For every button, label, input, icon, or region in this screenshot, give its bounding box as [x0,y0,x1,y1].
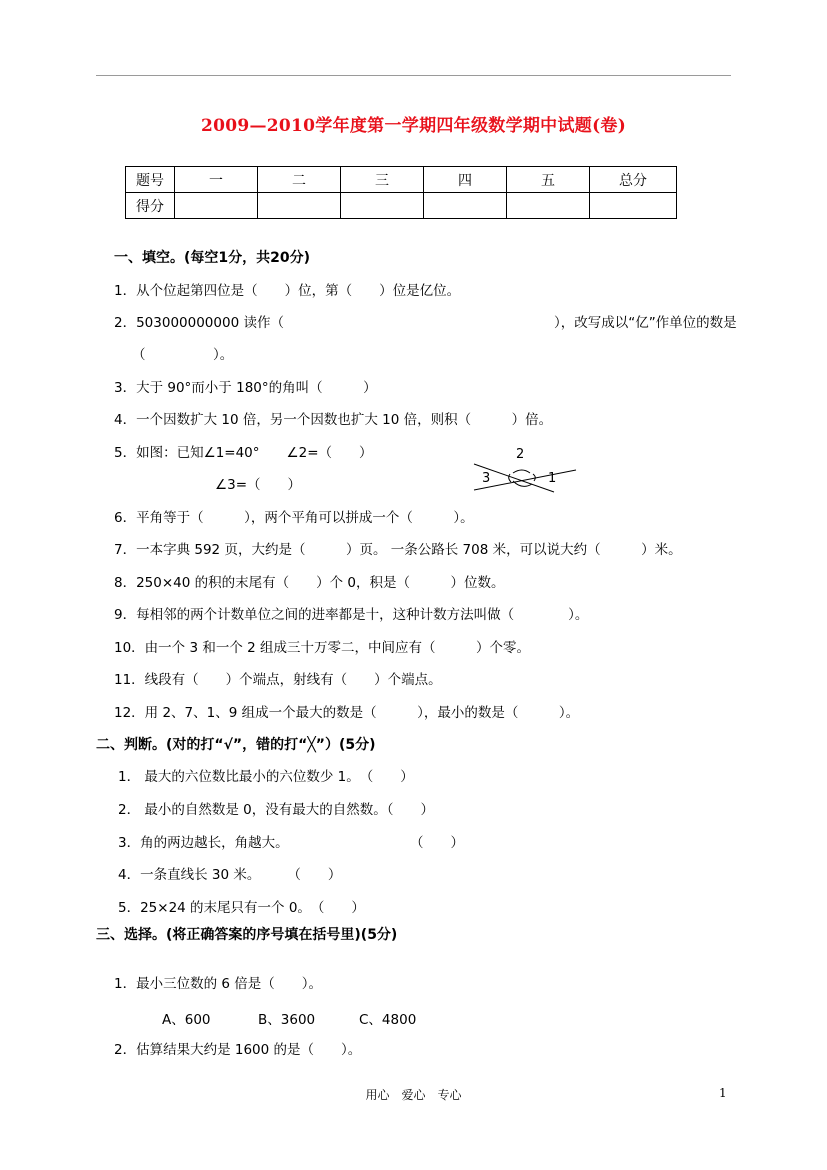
question-line: （ ） [410,835,464,851]
question-line: 9．每相邻的两个计数单位之间的进率都是十，这种计数方法叫做（ ）。 [114,607,589,623]
table-cell: 三 [341,167,424,193]
page-number: 1 [719,1086,727,1100]
score-cell [341,193,424,219]
question-line: 7．一本字典 592 页，大约是（ ）页。 一条公路长 708 米，可以说大约（ ）米。 [114,542,682,558]
score-cell [424,193,507,219]
question-line: 3．大于 90°而小于 180°的角叫（ ） [114,380,377,396]
table-cell: 得分 [126,193,175,219]
score-cell [175,193,258,219]
question-line: 2．估算结果大约是 1600 的是（ ）。 [114,1042,362,1058]
angle-arc-2 [513,470,530,473]
question-line: 6．平角等于（ ），两个平角可以拼成一个（ ）。 [114,510,474,526]
table-cell: 五 [507,167,590,193]
header-rule [96,75,731,76]
score-table-header-row [126,167,677,193]
table-cell: 二 [258,167,341,193]
question-line: 1．从个位起第四位是（ ）位，第（ ）位是亿位。 [114,283,461,299]
choice-option: C、4800 [359,1012,417,1028]
angle-figure [470,440,582,495]
angle-arc-3 [509,474,511,482]
question-line: （ ）。 [132,347,234,363]
table-cell: 总分 [590,167,677,193]
section-heading-judge: 二、判断。(对的打“√”，错的打“╳”）(5分) [96,737,376,753]
page-footer: 用心 爱心 专心 [365,1088,462,1102]
score-table-score-row [126,193,677,219]
question-line: 1． 最大的六位数比最小的六位数少 1。 （ ） [118,769,414,785]
choice-option: A、600 [162,1012,211,1028]
question-line: 10．由一个 3 和一个 2 组成三十万零二，中间应有（ ）个零。 [114,640,531,656]
score-cell [507,193,590,219]
score-cell [590,193,677,219]
question-line: 1．最小三位数的 6 倍是（ ）。 [114,976,323,992]
section-heading-choice: 三、选择。(将正确答案的序号填在括号里)(5分) [96,927,398,943]
document-title: 2009—2010学年度第一学期四年级数学期中试题(卷) [200,116,627,136]
choice-option: B、3600 [258,1012,316,1028]
angle-label-2: 2 [516,447,525,462]
question-line: 11．线段有（ ）个端点，射线有（ ）个端点。 [114,672,442,688]
section-heading-fill: 一、填空。(每空1分，共20分) [114,250,311,266]
question-line: 4．一个因数扩大 10 倍，另一个因数也扩大 10 倍，则积（ ）倍。 [114,412,553,428]
angle-label-1: 1 [548,471,557,486]
question-line: 5．25×24 的末尾只有一个 0。 （ ） [118,900,365,916]
question-line: 8．250×40 的积的末尾有（ ）个 0，积是（ ）位数。 [114,575,505,591]
question-line: 2． 最小的自然数是 0，没有最大的自然数。（ ） [118,802,435,818]
question-line: 4．一条直线长 30 米。 （ ） [118,867,342,883]
table-cell: 一 [175,167,258,193]
question-line: 3．角的两边越长，角越大。 [118,835,289,851]
angle-label-3: 3 [482,471,491,486]
question-line: ∠3=（ ） [215,477,302,493]
table-cell: 四 [424,167,507,193]
question-line: 12．用 2、7、1、9 组成一个最大的数是（ ），最小的数是（ ）。 [114,705,580,721]
score-cell [258,193,341,219]
question-line: 5．如图：已知∠1=40° ∠2=（ ） [114,445,373,461]
question-line: 2．503000000000 读作（ ），改写成以“亿”作单位的数是 [114,315,737,331]
table-cell: 题号 [126,167,175,193]
score-table [125,166,677,219]
angle-arc-1 [533,474,535,481]
